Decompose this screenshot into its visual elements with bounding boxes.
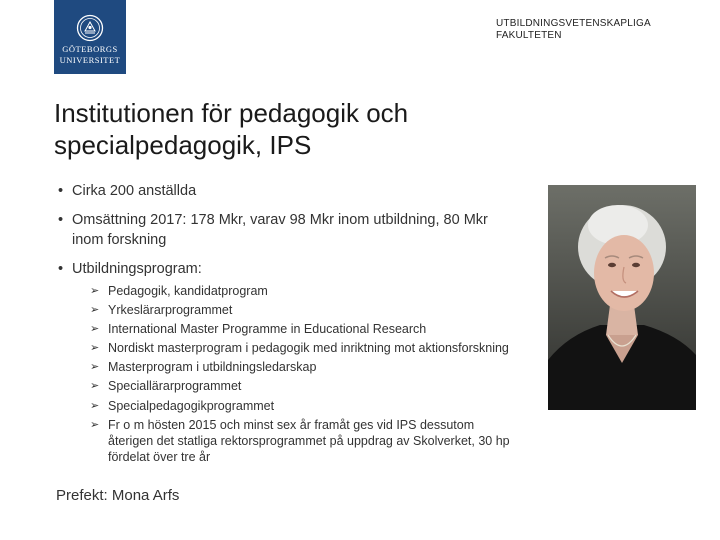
bullet-text: Omsättning 2017: 178 Mkr, varav 98 Mkr inom utbildning, 80 Mkr inom forskning bbox=[72, 212, 488, 248]
bullet-item bbox=[54, 210, 514, 250]
bullet-icon: • bbox=[58, 183, 64, 199]
program-item bbox=[72, 321, 514, 337]
arrow-bullet-icon: ➢ bbox=[90, 285, 100, 297]
faculty-line2: FAKULTETEN bbox=[496, 30, 562, 41]
arrow-bullet-icon: ➢ bbox=[90, 304, 100, 317]
arrow-bullet-icon: ➢ bbox=[90, 323, 100, 336]
program-item bbox=[72, 359, 514, 375]
faculty-line1: UTBILDNINGSVETENSKAPLIGA bbox=[496, 18, 651, 29]
program-text: Yrkeslärarprogrammet bbox=[108, 303, 233, 318]
program-item bbox=[72, 417, 514, 466]
page-title bbox=[54, 97, 534, 161]
arrow-bullet-icon: ➢ bbox=[90, 342, 100, 355]
portrait-photo bbox=[548, 185, 696, 410]
program-text: Specialpedagogikprogrammet bbox=[108, 398, 275, 413]
program-text: Pedagogik, kandidatprogram bbox=[108, 284, 268, 298]
program-text: Masterprogram i utbildningsledarskap bbox=[108, 360, 317, 375]
logo-text-line2: UNIVERSITET bbox=[59, 55, 121, 65]
program-text: Nordiskt masterprogram i pedagogik med inriktning mot aktionsforskning bbox=[108, 341, 509, 356]
program-text: Speciallärarprogrammet bbox=[108, 379, 242, 394]
program-item bbox=[72, 378, 514, 394]
program-text: International Master Programme in Educational Research bbox=[108, 322, 427, 337]
content bbox=[54, 181, 514, 475]
bullet-item bbox=[54, 181, 514, 201]
title-line2: specialpedagogik, IPS bbox=[54, 130, 312, 160]
logo-text-line1: GÖTEBORGS bbox=[62, 44, 118, 54]
arrow-bullet-icon: ➢ bbox=[90, 361, 100, 374]
program-item bbox=[72, 340, 514, 356]
seal-icon bbox=[76, 14, 104, 42]
program-item bbox=[72, 398, 514, 414]
arrow-bullet-icon: ➢ bbox=[90, 418, 100, 431]
faculty-name bbox=[496, 18, 651, 42]
bullet-item bbox=[54, 259, 514, 466]
program-item bbox=[72, 283, 514, 299]
prefekt-label: Prefekt: Mona Arfs bbox=[56, 487, 180, 504]
bullet-icon: • bbox=[58, 261, 64, 277]
title-line1: Institutionen för pedagogik och bbox=[54, 98, 409, 128]
bullet-text: Cirka 200 anställda bbox=[72, 183, 197, 199]
university-logo bbox=[54, 0, 126, 74]
arrow-bullet-icon: ➢ bbox=[90, 399, 100, 412]
bullet-icon: • bbox=[58, 212, 64, 228]
program-text: Fr o m hösten 2015 och minst sex år framåt ges vid IPS dessutom återigen det statliga rektorsprogrammet på uppdrag av Skolverket, 30 hp fördelat över tre år bbox=[108, 417, 510, 465]
program-item bbox=[72, 302, 514, 318]
bullet-text: Utbildningsprogram: bbox=[72, 261, 202, 277]
arrow-bullet-icon: ➢ bbox=[90, 380, 100, 393]
program-list bbox=[72, 283, 514, 466]
